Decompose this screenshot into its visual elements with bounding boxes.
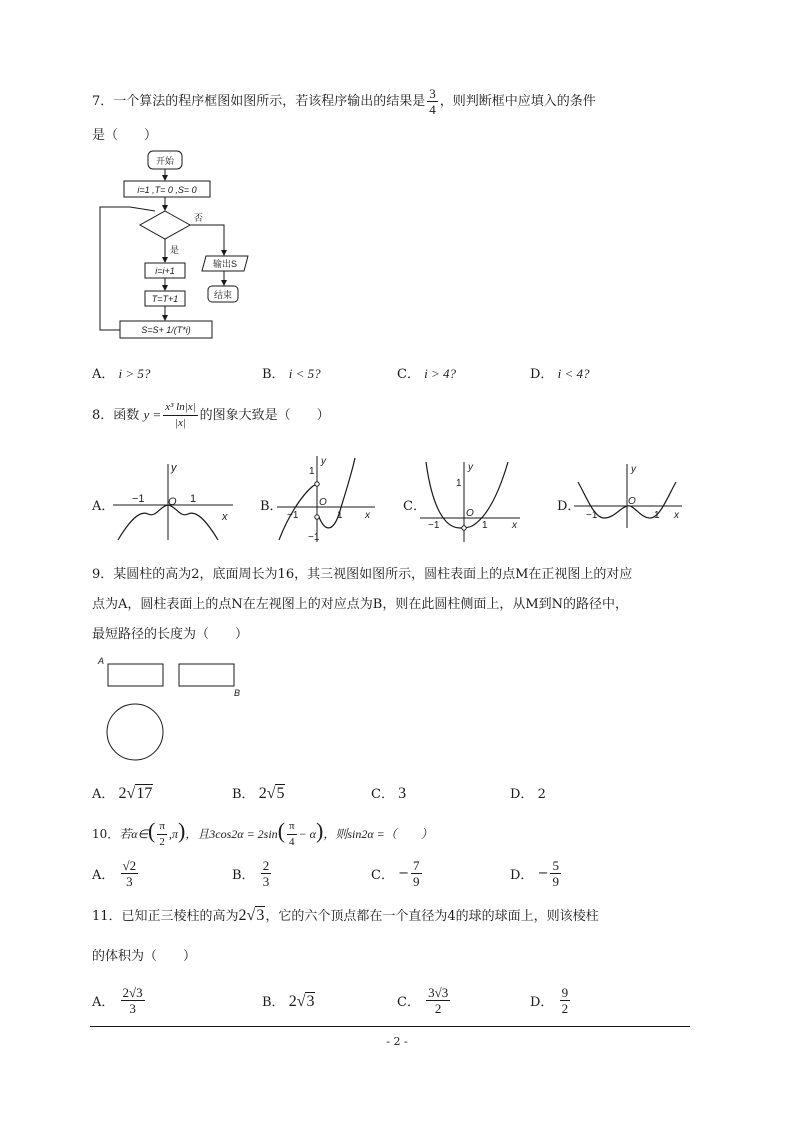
q8-graph-a	[108, 458, 238, 543]
q8-line: 8．函数 y = $\frac{\text{x³ ln|x|}}{|x|}$ 的图象大致是（ ）	[92, 401, 330, 429]
q8-graph-c	[418, 456, 530, 546]
q8-graph-d-label: D．	[557, 499, 581, 514]
graph-b-origin: O	[319, 497, 327, 508]
q7-option-d: D． i < 4?	[530, 366, 590, 382]
graph-c-hole	[462, 526, 466, 530]
q8-function-fraction: $\frac{\text{x³ ln|x|}}{|x|}$	[165, 401, 196, 429]
q9-option-a: A． 2√17	[92, 785, 153, 802]
flow-no-text: 否	[194, 213, 204, 223]
graph-a-x-label: x	[222, 511, 228, 523]
q9-option-d: D． 2	[510, 787, 546, 802]
graph-c-x-label: x	[512, 520, 517, 531]
graph-c-y-label: y	[468, 462, 473, 473]
graph-b-tick-yneg1: −1	[308, 532, 320, 543]
graph-a-tick-1: 1	[190, 493, 197, 505]
q8-graph-c-label: C．	[403, 499, 426, 514]
q9-line2: 点为A，圆柱表面上的点N在左视图上的对应点为B，则在此圆柱侧面上，从M到N的路径中，	[92, 597, 629, 612]
graph-d-tick-1: 1	[654, 510, 660, 521]
q10-option-a: A． $\frac{√2}{3}$	[92, 858, 137, 889]
graph-b-hole-top	[315, 482, 319, 486]
graph-b-tick-neg1: −1	[287, 510, 299, 521]
graph-b-x-label: x	[365, 510, 370, 521]
flow-start-text: 开始	[155, 156, 175, 166]
flow-decision-diamond	[140, 211, 190, 239]
q11-option-d: D． $\frac{9}{2}$	[530, 985, 569, 1016]
q7-line2: 是（ ）	[92, 128, 158, 143]
graph-c-tick-neg1: −1	[428, 520, 440, 531]
flow-end-text: 结束	[213, 290, 233, 300]
graph-a-origin: O	[168, 496, 177, 508]
q8-graph-b	[275, 452, 385, 544]
graph-b-y-label: y	[321, 456, 326, 467]
flow-step3-text: S=S+ 1/(T*i)	[141, 325, 191, 335]
graph-d-origin: O	[628, 496, 636, 507]
q7-line1: 7．一个算法的程序框图如图所示，若该程序输出的结果是 $\frac{3}{4}$ ，则判断框中应填入的条件	[92, 86, 596, 117]
q9-option-c: C． 3	[371, 785, 407, 802]
q9-point-b: B	[234, 688, 241, 698]
page-number: - 2 -	[386, 1035, 408, 1048]
graph-c-origin: O	[466, 508, 474, 519]
q9-top-view	[107, 704, 163, 760]
flow-output-text: 输出S	[212, 259, 238, 269]
graph-b-hole-bottom	[315, 515, 319, 519]
q9-point-a: A	[98, 656, 105, 666]
q10-option-d: D． − $\frac{5}{9}$	[510, 858, 559, 889]
q8-graph-b-label: B．	[260, 499, 283, 514]
q9-side-view	[179, 664, 234, 686]
flow-step1-text: i=i+1	[155, 266, 175, 276]
graph-a-tick-neg1: −1	[132, 493, 145, 505]
q9-option-b: B． 2√5	[232, 785, 285, 802]
q9-three-views	[92, 652, 252, 764]
q10-option-c: C． − $\frac{7}{9}$	[371, 858, 420, 889]
flow-yes-text: 是	[170, 245, 180, 255]
q10-option-b: B． $\frac{2}{3}$	[232, 858, 270, 889]
q7-fraction: $\frac{3}{4}$	[429, 86, 436, 117]
q7-option-a: A． i > 5?	[92, 366, 151, 382]
graph-c-tick-y1: 1	[456, 478, 462, 489]
q8-graph-a-label: A．	[92, 499, 115, 514]
q9-line3: 最短路径的长度为（ ）	[92, 627, 249, 642]
q11-option-c: C． $\frac{3√3}{2}$	[397, 985, 449, 1016]
graph-b-tick-y1: 1	[309, 466, 315, 477]
q9-line1: 9．某圆柱的高为2，底面周长为16，其三视图如图所示，圆柱表面上的点M在正视图上的对应	[92, 567, 633, 582]
graph-d-x-label: x	[674, 510, 679, 521]
q8-graph-d	[572, 460, 690, 530]
footer-rule	[90, 1026, 690, 1027]
graph-d-y-label: y	[631, 464, 636, 475]
graph-a-y-label: y	[171, 462, 177, 474]
flow-init-text: i=1 ,T= 0 ,S= 0	[137, 185, 197, 195]
q11-line1: 11．已知正三棱柱的高为2√3，它的六个顶点都在一个直径为4的球的球面上，则该棱柱	[92, 907, 599, 924]
flow-step2-text: T=T+1	[151, 294, 179, 304]
graph-d-tick-neg1: −1	[586, 510, 598, 521]
graph-b-tick-1: 1	[337, 510, 343, 521]
q10-line: 10．若α∈( $\frac{\pi}{2}$ ,π)，且3cos2α = 2sin( $\frac{\pi}{4}$ − α)，则sin2α =（ ）	[92, 818, 433, 848]
q7-option-c: C． i > 4?	[397, 366, 456, 382]
q11-option-a: A． $\frac{2√3}{3}$	[92, 985, 143, 1016]
graph-c-tick-1: 1	[482, 520, 488, 531]
q11-line2: 的体积为（ ）	[92, 949, 197, 964]
q9-front-view	[108, 664, 163, 686]
q11-option-b: B． 2√3	[262, 993, 315, 1010]
q7-flowchart	[90, 145, 270, 350]
q7-option-b: B． i < 5?	[262, 366, 321, 382]
